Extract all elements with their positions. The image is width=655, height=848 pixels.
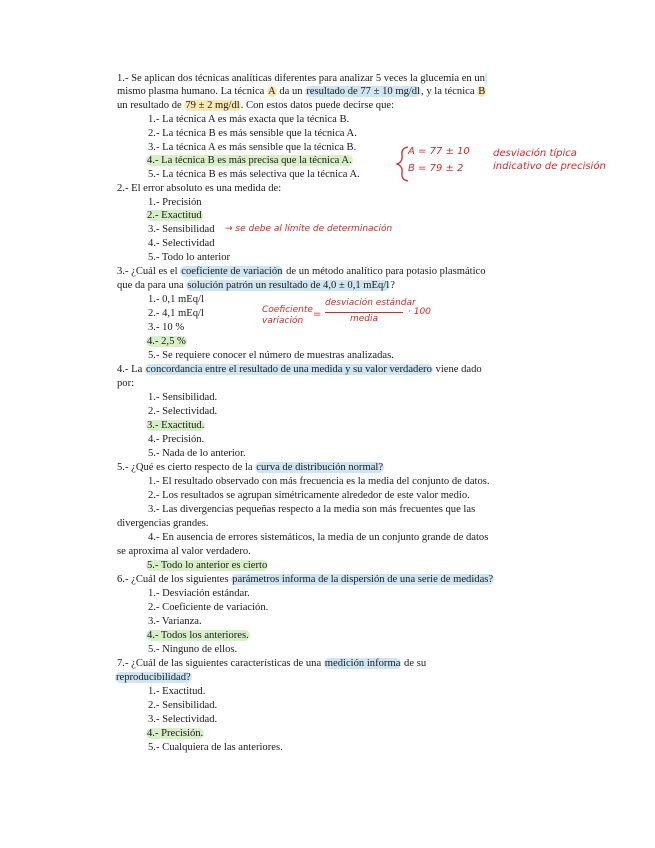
q5-option-1: 1.- El resultado observado con más frecuencia es la media del conjunto de datos. — [148, 476, 490, 487]
q4-stem-line1: 4.- La concordancia entre el resultado de una medida y su valor verdadero viene dado — [117, 364, 482, 375]
q4-stem-line2: por: — [117, 378, 135, 389]
q3-option-4-answer: 4.- 2,5 % — [147, 336, 186, 347]
q7-option-5: 5.- Cualquiera de las anteriores. — [148, 742, 283, 753]
q1-option-2: 2.- La técnica B es más sensible que la técnica A. — [148, 128, 357, 139]
q5-stem: 5.- ¿Qué es cierto respecto de la curva de distribución normal? — [117, 462, 384, 473]
q3-option-2: 2.- 4,1 mEq/l — [148, 308, 204, 319]
q1-stem-line2: mismo plasma humano. La técnica A da un resultado de 77 ± 10 mg/dl, y la técnica B — [117, 86, 486, 97]
q5-option-5-answer: 5.- Todo lo anterior es cierto — [147, 560, 268, 571]
q3-option-5: 5.- Se requiere conocer el número de muestras analizadas. — [148, 350, 394, 361]
q3-stem-line1: 3.- ¿Cuál es el coeficiente de variación de un método analítico para potasio plasmático — [117, 266, 486, 277]
q5-option-4-line1: 4.- En ausencia de errores sistemáticos, la media de un conjunto grande de datos — [148, 532, 489, 543]
q2-stem: 2.- El error absoluto es una medida de: — [117, 183, 282, 194]
q6-option-3: 3.- Varianza. — [148, 616, 202, 627]
q7-option-1: 1.- Exactitud. — [148, 686, 206, 697]
q6-option-4-answer: 4.- Todos los anteriores. — [147, 630, 249, 641]
q1-option-1: 1.- La técnica A es más exacta que la técnica B. — [148, 114, 350, 125]
q3-formula-equals: = — [313, 309, 322, 320]
q6-option-2: 2.- Coeficiente de variación. — [148, 602, 269, 613]
q2-option-1: 1.- Precisión — [148, 197, 202, 208]
q4-option-2: 2.- Selectividad. — [148, 406, 218, 417]
q3-option-1: 1.- 0,1 mEq/l — [148, 294, 204, 305]
q6-option-5: 5.- Ninguno de ellos. — [148, 644, 238, 655]
q3-formula-numerator: desviación estándar — [325, 298, 416, 308]
q1-option-4-answer: 4.- La técnica B es más precisa que la técnica A. — [147, 155, 352, 166]
q6-option-1: 1.- Desviación estándar. — [148, 588, 250, 599]
q7-option-4-answer: 4.- Precisión. — [147, 728, 204, 739]
q3-formula-lhs-1: Coeficiente — [262, 305, 313, 315]
q2-option-4: 4.- Selectividad — [148, 238, 215, 249]
q7-stem-line1: 7.- ¿Cuál de las siguientes características de una medición informa de su — [117, 658, 427, 669]
q1-option-5: 5.- La técnica B es más selectiva que la técnica A. — [148, 169, 360, 180]
q1-option-3: 3.- La técnica A es más sensible que la técnica B. — [148, 142, 357, 153]
q5-option-2: 2.- Los resultados se agrupan simétricamente alrededor de este valor medio. — [148, 490, 470, 501]
q4-option-4: 4.- Precisión. — [148, 434, 205, 445]
q1-handwritten-note-1: desviación típica — [493, 148, 577, 159]
q2-option-3: 3.- Sensibilidad — [148, 224, 215, 235]
q2-option-2-answer: 2.- Exactitud — [147, 210, 202, 221]
q7-option-2: 2.- Sensibilidad. — [148, 700, 218, 711]
q7-stem-line2: reproducibilidad? — [116, 672, 191, 683]
q1-handwritten-a: A = 77 ± 10 — [408, 146, 470, 157]
q6-stem: 6.- ¿Cuál de los siguientes parámetros informa de la dispersión de una serie de medidas? — [117, 574, 494, 585]
q2-handwritten-note: → se debe al límite de determinación — [225, 224, 393, 234]
q1-handwritten-note-2: indicativo de precisión — [493, 161, 606, 172]
q3-formula-multiplier: · 100 — [408, 307, 431, 317]
q1-handwritten-b: B = 79 ± 2 — [408, 163, 464, 174]
q5-option-3-line2: divergencias grandes. — [117, 518, 209, 529]
q3-formula-denominator: media — [350, 314, 379, 324]
q4-option-1: 1.- Sensibilidad. — [148, 392, 218, 403]
q7-option-3: 3.- Selectividad. — [148, 714, 218, 725]
q5-option-4-line2: se aproxima al valor verdadero. — [117, 546, 251, 557]
q4-option-5: 5.- Nada de lo anterior. — [148, 448, 246, 459]
q3-stem-line2: que da para una solución patrón un resultado de 4,0 ± 0,1 mEq/l? — [117, 280, 395, 291]
q3-option-3: 3.- 10 % — [148, 322, 185, 333]
q5-option-3-line1: 3.- Las divergencias pequeñas respecto a la media son más frecuentes que las — [148, 504, 476, 515]
q2-option-5: 5.- Todo lo anterior — [148, 252, 231, 263]
q3-formula-lhs-2: variación — [262, 316, 304, 326]
q1-stem-line1: 1.- Se aplican dos técnicas analíticas diferentes para analizar 5 veces la glucemia en un — [117, 73, 485, 84]
q4-option-3-answer: 3.- Exactitud. — [147, 420, 205, 431]
q1-stem-line3: un resultado de 79 ± 2 mg/dl. Con estos datos puede decirse que: — [117, 100, 395, 111]
